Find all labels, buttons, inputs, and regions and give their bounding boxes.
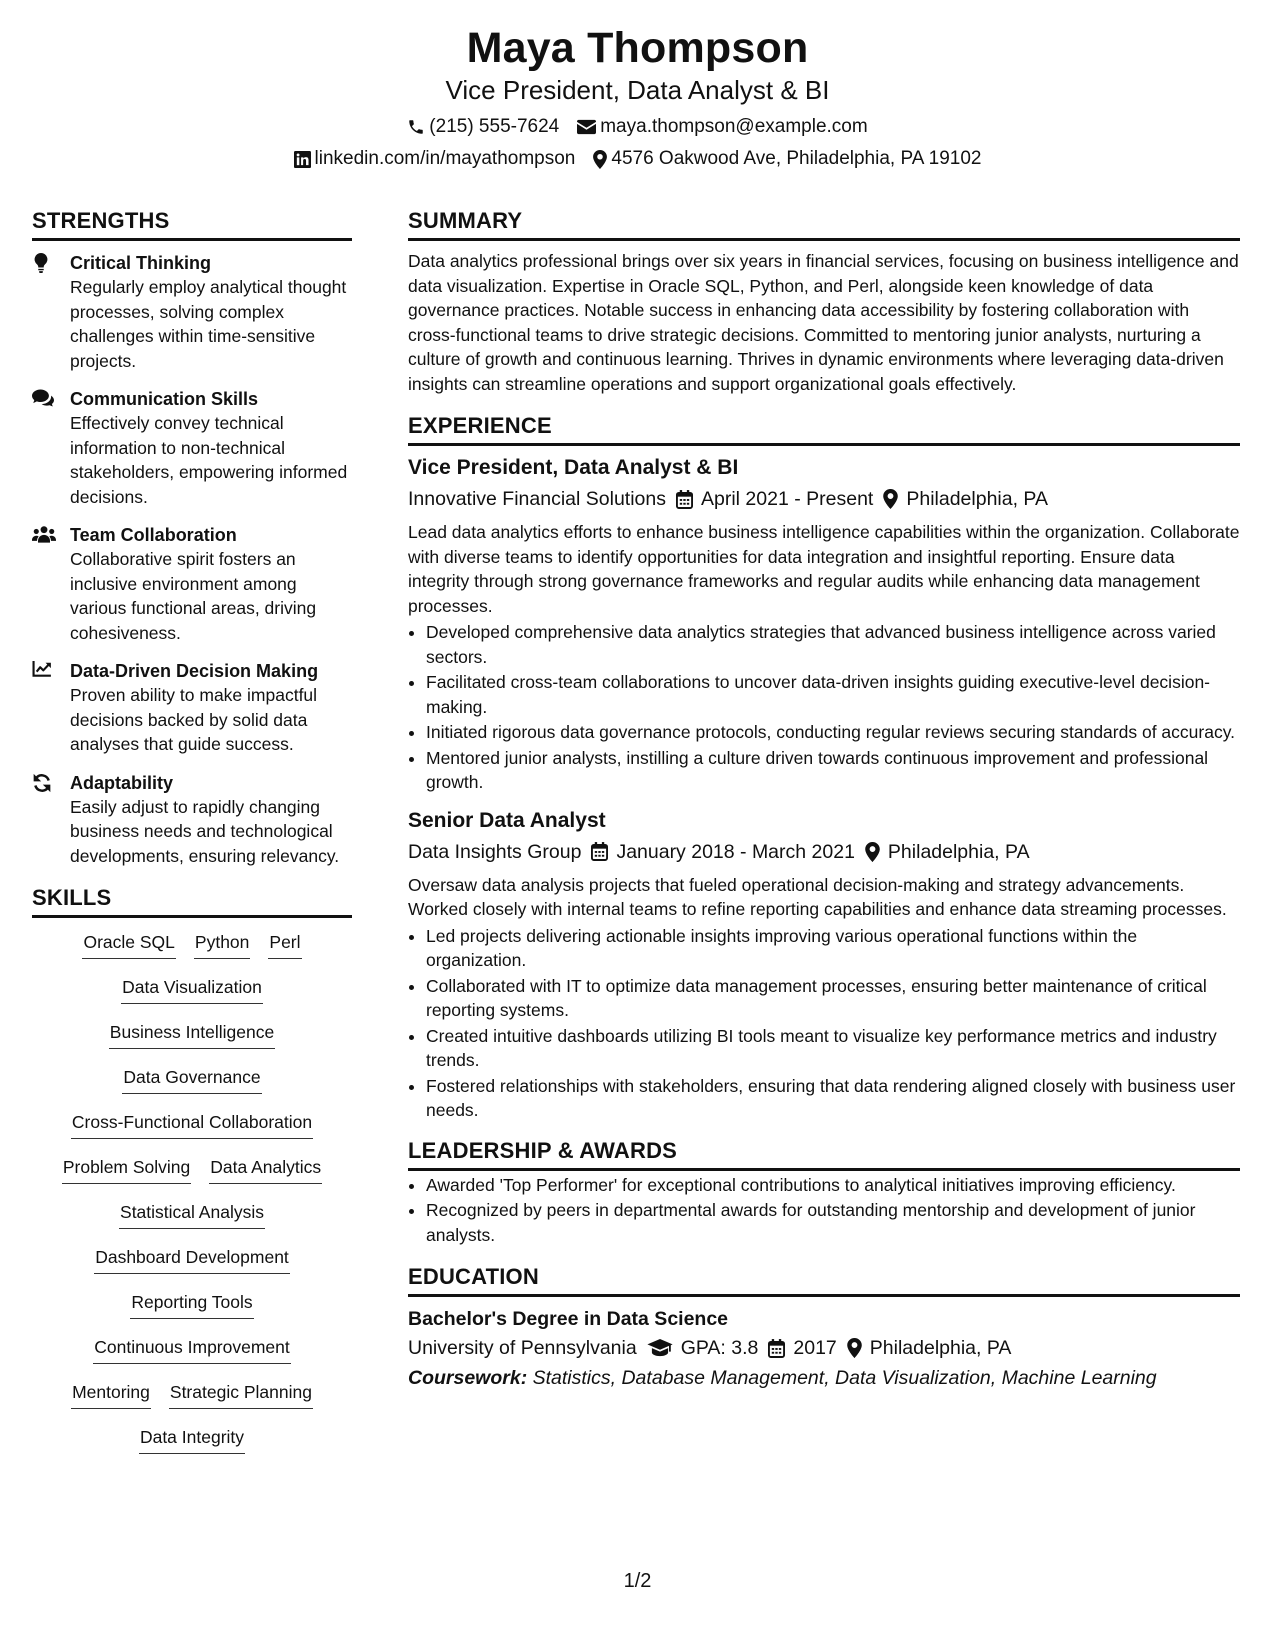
job-bullet: • Facilitated cross-team collaborations to uncover data-driven insights guiding executive-level decision-making. [426, 670, 1240, 719]
coursework-text: Statistics, Database Management, Data Visualization, Machine Learning [532, 1367, 1157, 1389]
strength-title: Data-Driven Decision Making [70, 661, 319, 681]
skill-tag: Data Governance [122, 1065, 261, 1094]
linkedin-text[interactable]: linkedin.com/in/mayathompson [314, 148, 576, 169]
skills-heading: SKILLS [32, 882, 352, 918]
strengths-heading: STRENGTHS [32, 205, 352, 241]
strength-title: Team Collaboration [70, 525, 237, 545]
strength-desc: Collaborative spirit fosters an inclusive environment among various functional areas, driving cohesiveness. [70, 549, 317, 643]
phone-text: (215) 555-7624 [429, 116, 560, 137]
phone-icon [407, 118, 425, 136]
strength-desc: Proven ability to make impactful decisions backed by solid data analyses that guide success. [70, 685, 318, 754]
education-meta [408, 1333, 1240, 1363]
degree-title: Bachelor's Degree in Data Science [408, 1308, 729, 1330]
strength-item [32, 771, 352, 869]
address-item [593, 144, 981, 174]
experience-heading: EXPERIENCE [408, 410, 1240, 446]
summary-heading: SUMMARY [408, 205, 1240, 241]
skill-tag: Continuous Improvement [93, 1335, 291, 1364]
strength-desc: Effectively convey technical information to non-technical stakeholders, empowering informed decisions. [70, 413, 348, 507]
skills-list [32, 930, 352, 1470]
contact-line-2 [0, 144, 1275, 174]
strength-item [32, 523, 352, 645]
chart-line-icon [32, 661, 52, 677]
job-bullets [408, 924, 1240, 1123]
linkedin-icon [294, 151, 311, 168]
job-dates: April 2021 - Present [701, 488, 874, 510]
gpa-text: GPA: 3.8 [680, 1337, 759, 1359]
map-pin-icon [593, 150, 607, 169]
edu-year-item [768, 1333, 836, 1363]
strength-item [32, 251, 352, 373]
calendar-icon [768, 1339, 785, 1358]
job-bullet: • Initiated rigorous data governance protocols, conducting regular reviews securing standards of accuracy. [426, 720, 1240, 745]
linkedin-item[interactable] [294, 144, 576, 174]
skill-tag: Python [194, 930, 250, 959]
candidate-name: Maya Thompson [466, 24, 809, 72]
leadership-section [408, 1135, 1240, 1248]
skill-row [32, 1335, 352, 1380]
leadership-list [408, 1173, 1240, 1248]
graduation-cap-icon [647, 1339, 673, 1357]
school-name: University of Pennsylvania [408, 1337, 637, 1359]
skills-section [32, 882, 352, 1470]
strength-desc: Easily adjust to rapidly changing business needs and technological developments, ensuring relevancy. [70, 796, 340, 866]
education-heading: EDUCATION [408, 1261, 1240, 1297]
job-location-item [865, 837, 1030, 867]
strength-item [32, 659, 352, 757]
skill-tag: Data Analytics [209, 1155, 322, 1184]
skill-tag: Oracle SQL [82, 930, 175, 959]
job-location: Philadelphia, PA [887, 840, 1030, 863]
strengths-list [32, 251, 352, 868]
skill-row [32, 930, 352, 975]
job-description: Oversaw data analysis projects that fueled operational decision-making and strategy advancements. Worked closely with internal teams to refine reporting capabilities and enhance data streaming processes. [408, 874, 1227, 919]
skill-row [32, 1425, 352, 1470]
address-text: 4576 Oakwood Ave, Philadelphia, PA 19102 [611, 148, 982, 169]
job-entry [408, 807, 1240, 1123]
coursework-line [408, 1363, 1240, 1393]
job-dates-item [591, 837, 854, 867]
candidate-title: Vice President, Data Analyst & BI [445, 75, 830, 105]
calendar-icon [591, 842, 608, 861]
job-company: Innovative Financial Solutions [408, 488, 666, 510]
skill-tag: Cross-Functional Collaboration [71, 1110, 313, 1139]
skill-tag: Perl [268, 930, 301, 959]
right-column [408, 205, 1240, 1393]
job-bullets [408, 620, 1240, 795]
job-bullet: • Fostered relationships with stakeholders, ensuring that data rendering aligned closely with business user needs. [426, 1074, 1240, 1123]
skill-row [32, 1065, 352, 1110]
job-dates-item [676, 484, 873, 514]
skill-tag: Reporting Tools [130, 1290, 253, 1319]
users-icon [32, 525, 56, 543]
education-section [408, 1261, 1240, 1393]
skill-row [32, 1200, 352, 1245]
skill-row [32, 1380, 352, 1425]
job-bullet: • Led projects delivering actionable insights improving various operational functions within the organization. [426, 924, 1240, 973]
page-number: 1/2 [623, 1570, 652, 1592]
job-dates: January 2018 - March 2021 [616, 840, 855, 863]
resume-header [0, 22, 1275, 174]
left-column [32, 205, 352, 1470]
job-bullet: • Mentored junior analysts, instilling a culture driven towards continuous improvement and professional growth. [426, 746, 1240, 795]
award-item: • Recognized by peers in departmental awards for outstanding mentorship and development of junior analysts. [426, 1198, 1240, 1247]
skill-tag: Business Intelligence [109, 1020, 275, 1049]
job-meta [408, 484, 1240, 514]
edu-year: 2017 [793, 1337, 837, 1359]
skill-row [32, 1020, 352, 1065]
strength-title: Critical Thinking [70, 253, 212, 273]
skill-tag: Dashboard Development [94, 1245, 290, 1274]
phone-item [407, 112, 559, 142]
email-text[interactable]: maya.thompson@example.com [600, 116, 868, 137]
skill-row [32, 1110, 352, 1155]
skill-row [32, 1155, 352, 1200]
job-bullet: • Created intuitive dashboards utilizing BI tools meant to visualize key performance metrics and industry trends. [426, 1024, 1240, 1073]
contact-line-1 [0, 112, 1275, 142]
comments-icon [32, 389, 54, 407]
calendar-icon [676, 490, 693, 509]
skill-row [32, 975, 352, 1020]
job-title: Vice President, Data Analyst & BI [408, 456, 739, 479]
map-pin-icon [883, 489, 898, 509]
job-bullet: • Collaborated with IT to optimize data management processes, ensuring better maintenance of critical reporting systems. [426, 974, 1240, 1023]
job-bullet: • Developed comprehensive data analytics strategies that advanced business intelligence across varied sectors. [426, 620, 1240, 669]
gpa-item [647, 1333, 759, 1363]
map-pin-icon [865, 842, 880, 862]
job-entry [408, 454, 1240, 795]
skill-tag: Data Integrity [139, 1425, 245, 1454]
sync-icon [32, 773, 52, 793]
strength-item [32, 387, 352, 509]
strength-desc: Regularly employ analytical thought processes, solving complex challenges within time-sensitive projects. [70, 277, 347, 371]
experience-section [408, 410, 1240, 1123]
job-location-item [883, 484, 1048, 514]
skill-tag: Mentoring [71, 1380, 151, 1409]
job-location: Philadelphia, PA [906, 488, 1048, 510]
edu-location-item [847, 1333, 1012, 1363]
leadership-heading: LEADERSHIP & AWARDS [408, 1135, 1240, 1171]
job-description: Lead data analytics efforts to enhance business intelligence capabilities within the organization. Collaborate with diverse teams to identify opportunities for data integration and insightful reporting. Ensure data integrity through strong governance frameworks and regular audits while enhancing data management processes. [408, 522, 1240, 616]
email-item[interactable] [577, 112, 867, 142]
job-title: Senior Data Analyst [408, 808, 606, 832]
skill-row [32, 1245, 352, 1290]
summary-text: Data analytics professional brings over six years in financial services, focusing on business intelligence and data visualization. Expertise in Oracle SQL, Python, and Perl, alongside keen knowledge of data governance practices. Notable success in enhancing data accessibility by fostering collaboration with cross-functional teams to drive strategic decisions. Committed to mentoring junior analysts, nurturing a culture of growth and continuous learning. Thrives in dynamic environments where leveraging data-driven insights can streamline operations and support organizational goals effectively. [408, 251, 1239, 394]
map-pin-icon [847, 1338, 862, 1358]
skill-tag: Statistical Analysis [119, 1200, 265, 1229]
edu-location: Philadelphia, PA [869, 1337, 1012, 1359]
job-company: Data Insights Group [408, 840, 582, 863]
coursework-label: Coursework: [408, 1367, 528, 1389]
skill-row [32, 1290, 352, 1335]
strength-title: Adaptability [70, 772, 174, 793]
lightbulb-icon [32, 253, 50, 273]
skill-tag: Data Visualization [121, 975, 263, 1004]
envelope-icon [577, 119, 596, 135]
award-item: • Awarded 'Top Performer' for exceptional contributions to analytical initiatives improving efficiency. [426, 1173, 1240, 1198]
skill-tag: Strategic Planning [169, 1380, 313, 1409]
strength-title: Communication Skills [70, 389, 259, 409]
job-meta [408, 837, 1240, 867]
skill-tag: Problem Solving [62, 1155, 191, 1184]
